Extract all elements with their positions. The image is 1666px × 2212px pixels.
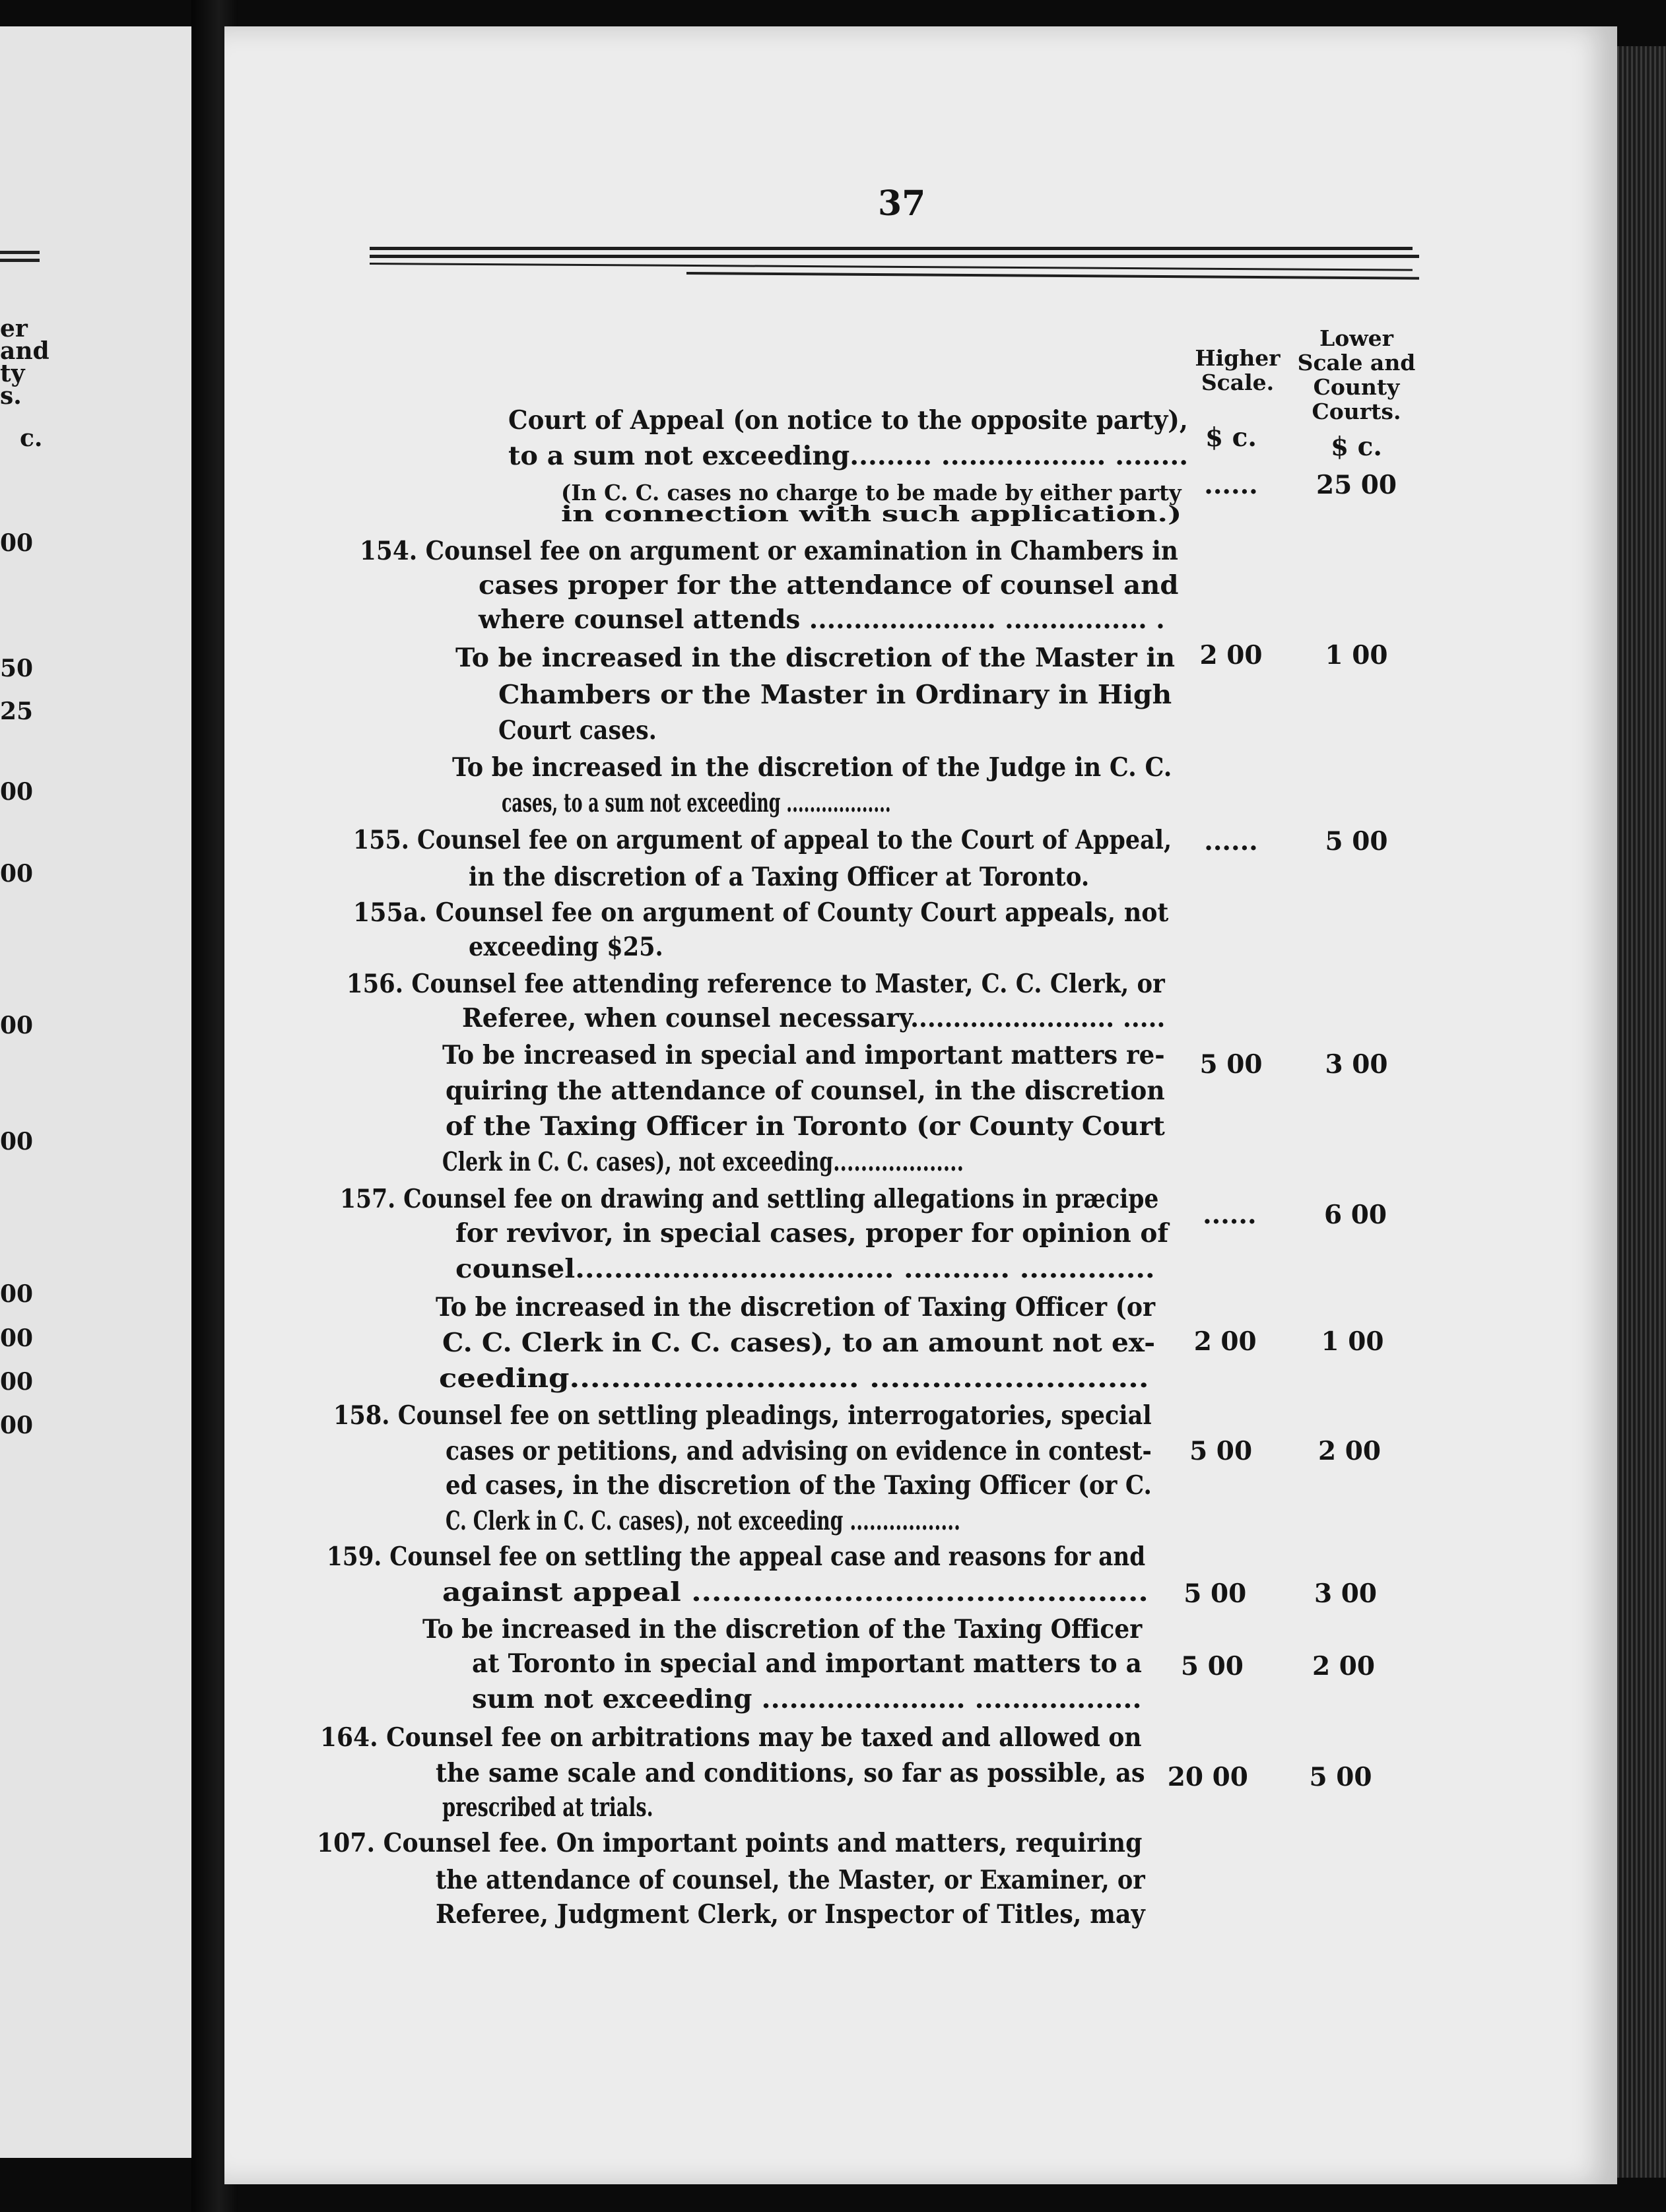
text-line: Referee, Judgment Clerk, or Inspector of Titles, may — [436, 1899, 1145, 1930]
text-line: of the Taxing Officer in Toronto (or County Court — [446, 1111, 1165, 1142]
amount-higher-scale: ...... — [1203, 1200, 1257, 1230]
text-line: in connection with such application.) — [561, 501, 1182, 527]
amount-lower-scale: 2 00 — [1312, 1651, 1375, 1681]
text-line: for revivor, in special cases, proper for opinion of — [455, 1218, 1169, 1249]
text-line: where counsel attends ..................... ................ . — [479, 604, 1165, 635]
text-line: 158. Counsel fee on settling pleadings, interrogatories, special — [333, 1400, 1152, 1431]
amount-lower-scale: 6 00 — [1324, 1200, 1387, 1230]
previous-page-amount: 00 — [0, 1324, 34, 1352]
text-line: the same scale and conditions, so far as possible, as — [436, 1758, 1145, 1788]
previous-page-amount: 00 — [0, 1012, 34, 1039]
text-line: exceeding $25. — [469, 932, 663, 962]
previous-page-amount: 00 — [0, 1368, 34, 1396]
amount-lower-scale: 1 00 — [1321, 1326, 1384, 1357]
amount-higher-scale: 5 00 — [1180, 1651, 1244, 1681]
text-line: the attendance of counsel, the Master, or Examiner, or — [436, 1865, 1145, 1895]
text-line: in the discretion of a Taxing Officer at Toronto. — [469, 862, 1090, 892]
amount-lower-scale: 5 00 — [1309, 1762, 1372, 1792]
text-line: Referee, when counsel necessary........................ ..... — [462, 1003, 1166, 1033]
text-line: To be increased in the discretion of the Master in — [455, 643, 1176, 673]
text-line: cases or petitions, and advising on evidence in contest- — [446, 1436, 1152, 1466]
text-line: 155a. Counsel fee on argument of County Court appeals, not — [353, 897, 1169, 928]
previous-page-amount: 25 — [0, 698, 34, 725]
text-line: C. Clerk in C. C. cases), not exceeding ................. — [446, 1506, 960, 1536]
text-line: 154. Counsel fee on argument or examination in Chambers in — [360, 536, 1178, 566]
text-line: 107. Counsel fee. On important points and matters, requiring — [317, 1828, 1143, 1858]
amount-higher-scale: ...... — [1204, 470, 1258, 500]
amount-lower-scale: $ c. — [1330, 432, 1383, 462]
header-rule — [370, 255, 1419, 258]
text-line: To be increased in the discretion of the Judge in C. C. — [452, 752, 1172, 783]
text-line: counsel................................. ........... .............. — [455, 1254, 1155, 1284]
text-line: against appeal ............................................. — [442, 1577, 1149, 1608]
amount-lower-scale: 5 00 — [1325, 826, 1388, 857]
text-line: ceeding............................ ........................... — [439, 1363, 1149, 1394]
previous-page-rule — [0, 259, 40, 262]
amount-higher-scale: 20 00 — [1167, 1762, 1248, 1792]
previous-page-rule — [0, 251, 40, 254]
text-line: Chambers or the Master in Ordinary in High — [498, 680, 1172, 710]
previous-page-amount: 00 — [0, 529, 34, 557]
amount-higher-scale: 5 00 — [1183, 1578, 1247, 1609]
text-line: To be increased in special and important matters re- — [442, 1040, 1165, 1070]
previous-page-header: s. — [0, 382, 22, 410]
column-header-lower-scale: Lower Scale and County Courts. — [1297, 325, 1416, 424]
page-number: 37 — [878, 183, 926, 224]
text-line: Court cases. — [498, 715, 657, 746]
text-line: at Toronto in special and important matters to a — [472, 1648, 1142, 1679]
text-line: ed cases, in the discretion of the Taxing Officer (or C. — [446, 1470, 1152, 1501]
previous-page-fragment — [0, 26, 198, 2158]
amount-higher-scale: 5 00 — [1189, 1436, 1253, 1466]
amount-lower-scale: 25 00 — [1316, 470, 1397, 500]
text-line: 159. Counsel fee on settling the appeal case and reasons for and — [327, 1542, 1146, 1572]
previous-page-amount: 00 — [0, 1280, 34, 1308]
amount-higher-scale: 2 00 — [1199, 640, 1263, 670]
text-line: sum not exceeding ...................... .................. — [472, 1684, 1142, 1714]
page-edges — [1617, 46, 1666, 2178]
previous-page-header: er — [0, 315, 28, 342]
text-line: (In C. C. cases no charge to be made by either party — [561, 480, 1182, 505]
text-line: C. C. Clerk in C. C. cases), to an amount not ex- — [442, 1328, 1156, 1358]
text-line: Court of Appeal (on notice to the opposite party), — [508, 405, 1188, 436]
text-line: quiring the attendance of counsel, in the discretion — [446, 1076, 1165, 1106]
previous-page-header: and — [0, 337, 50, 365]
previous-page-amount: 00 — [0, 778, 34, 806]
previous-page-amount: 50 — [0, 655, 34, 682]
text-line: To be increased in the discretion of the Taxing Officer — [422, 1614, 1143, 1644]
text-line: 156. Counsel fee attending reference to Master, C. C. Clerk, or — [347, 969, 1165, 999]
text-line: To be increased in the discretion of Taxing Officer (or — [436, 1292, 1156, 1322]
amount-lower-scale: 3 00 — [1325, 1049, 1388, 1080]
column-header-higher-scale: Higher Scale. — [1195, 345, 1281, 395]
text-line: 164. Counsel fee on arbitrations may be taxed and allowed on — [320, 1722, 1142, 1753]
text-line: 157. Counsel fee on drawing and settling allegations in præcipe — [340, 1184, 1159, 1214]
previous-page-header: c. — [20, 424, 43, 452]
previous-page-header: ty — [0, 360, 25, 387]
header-rule — [370, 247, 1413, 250]
amount-higher-scale: ...... — [1204, 826, 1258, 857]
text-line: to a sum not exceeding......... .................. ........ — [508, 441, 1189, 471]
amount-lower-scale: 1 00 — [1325, 640, 1388, 670]
previous-page-amount: 00 — [0, 860, 34, 888]
previous-page-amount: 00 — [0, 1128, 34, 1155]
text-line: 155. Counsel fee on argument of appeal to the Court of Appeal, — [353, 825, 1172, 855]
amount-higher-scale: $ c. — [1205, 422, 1257, 453]
text-line: cases, to a sum not exceeding .................. — [502, 788, 891, 818]
amount-lower-scale: 2 00 — [1318, 1436, 1381, 1466]
amount-higher-scale: 2 00 — [1193, 1326, 1257, 1357]
text-line: prescribed at trials. — [442, 1792, 653, 1823]
amount-lower-scale: 3 00 — [1314, 1578, 1377, 1609]
previous-page-amount: 00 — [0, 1412, 34, 1439]
text-line: cases proper for the attendance of counsel and — [479, 570, 1179, 601]
text-line: Clerk in C. C. cases), not exceeding................... — [442, 1147, 964, 1177]
amount-higher-scale: 5 00 — [1199, 1049, 1263, 1080]
